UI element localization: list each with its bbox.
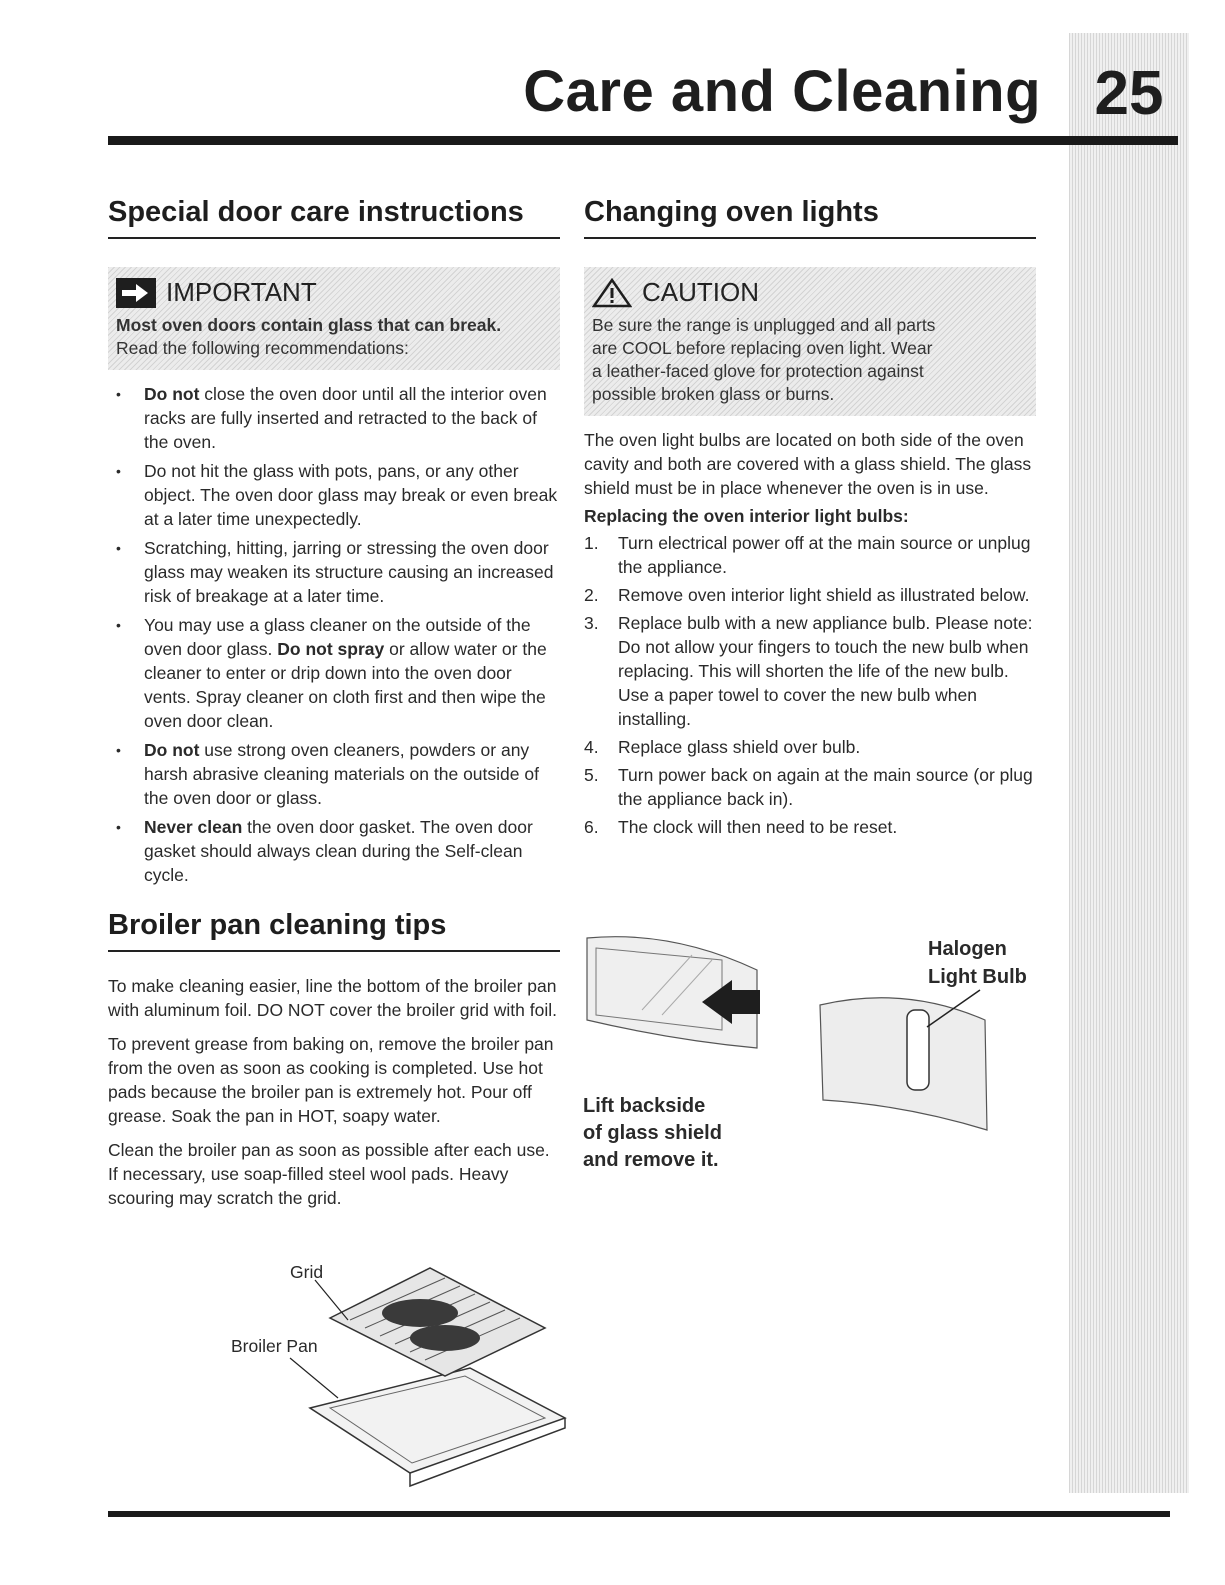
- right-column: [584, 196, 1036, 843]
- paragraph: To prevent grease from baking on, remove the broiler pan from the oven as soon as cooking is completed. Use hot pads because the broiler pan is extremely hot. Pour off grease. Soak the pan in HOT, soapy water.: [108, 1034, 554, 1126]
- left-column: [108, 196, 560, 1210]
- steps-heading: Replacing the oven interior light bulbs:: [584, 506, 909, 526]
- list-item: • Do not use strong oven cleaners, powders or any harsh abrasive cleaning materials on the outside of the oven door or glass.: [108, 738, 560, 810]
- list-item: 1. Turn electrical power off at the main source or unplug the appliance.: [584, 533, 1031, 577]
- list-item: 3. Replace bulb with a new appliance bulb. Please note: Do not allow your fingers to touch the new bulb when replacing. This will shorten the life of the new bulb. Use a paper towel to cover the new bulb when installing.: [584, 613, 1033, 729]
- grid-label: Grid: [290, 1262, 324, 1282]
- caution-line: a leather-faced glove for protection against: [592, 361, 924, 381]
- important-line: Read the following recommendations:: [116, 338, 409, 358]
- paragraph: Clean the broiler pan as soon as possible after each use. If necessary, use soap-filled steel wool pads. Heavy scouring may scratch the grid.: [108, 1140, 550, 1208]
- page-title: Care and Cleaning: [523, 59, 1041, 124]
- broiler-pan-label: Broiler Pan: [231, 1336, 318, 1356]
- caution-box: [584, 267, 1036, 416]
- important-line: Most oven doors contain glass that can break.: [116, 315, 502, 335]
- important-box: [108, 267, 560, 370]
- caution-line: are COOL before replacing oven light. Wear: [592, 338, 933, 358]
- arrow-icon: [116, 278, 156, 308]
- header-rule: [108, 136, 1178, 145]
- door-care-heading: Special door care instructions: [108, 196, 560, 239]
- caution-label: CAUTION: [642, 277, 759, 307]
- list-item: • Do not hit the glass with pots, pans, or any other object. The oven door glass may break or even break at a later time unexpectedly.: [108, 459, 560, 531]
- list-item: 6. The clock will then need to be reset.: [584, 817, 898, 837]
- page-number: 25: [1094, 59, 1164, 128]
- caution-line: Be sure the range is unplugged and all parts: [592, 315, 936, 335]
- oven-lights-heading: Changing oven lights: [584, 196, 1036, 239]
- list-item: 4. Replace glass shield over bulb.: [584, 737, 861, 757]
- broiler-heading: Broiler pan cleaning tips: [108, 909, 560, 952]
- lift-shield-caption: Lift backside of glass shield and remove it.: [583, 1095, 722, 1171]
- list-item: 2. Remove oven interior light shield as illustrated below.: [584, 585, 1030, 605]
- list-item: • Do not close the oven door until all the interior oven racks are fully inserted and retracted to the back of the oven.: [108, 382, 560, 454]
- side-tab: [1069, 33, 1189, 1493]
- caution-line: possible broken glass or burns.: [592, 384, 835, 404]
- broiler-pan-illustration: [220, 1258, 580, 1488]
- footer-rule: [108, 1511, 1170, 1517]
- halogen-label: Halogen Light Bulb: [928, 938, 1027, 988]
- paragraph: The oven light bulbs are located on both side of the oven cavity and both are covered with a glass shield. The glass shield must be in place whenever the oven is in use.: [584, 430, 1032, 498]
- warning-icon: [592, 278, 632, 308]
- door-care-list: [108, 382, 560, 887]
- halogen-bulb-illustration: [815, 985, 995, 1135]
- list-item: • Scratching, hitting, jarring or stressing the oven door glass may weaken its structure causing an increased risk of breakage at a later time.: [108, 536, 560, 608]
- list-item: • Never clean the oven door gasket. The oven door gasket should always clean during the Self-clean cycle.: [108, 815, 560, 887]
- steps-list: [584, 531, 1036, 839]
- important-label: IMPORTANT: [166, 277, 317, 307]
- list-item: 5. Turn power back on again at the main source (or plug the appliance back in).: [584, 765, 1033, 809]
- paragraph: To make cleaning easier, line the bottom of the broiler pan with aluminum foil. DO NOT cover the broiler grid with foil.: [108, 976, 557, 1020]
- list-item: • You may use a glass cleaner on the outside of the oven door glass. Do not spray or allow water or the cleaner to enter or drip down into the oven door vents. Spray cleaner on cloth first and then wipe the oven door clean.: [108, 613, 560, 733]
- glass-shield-illustration: [582, 930, 777, 1050]
